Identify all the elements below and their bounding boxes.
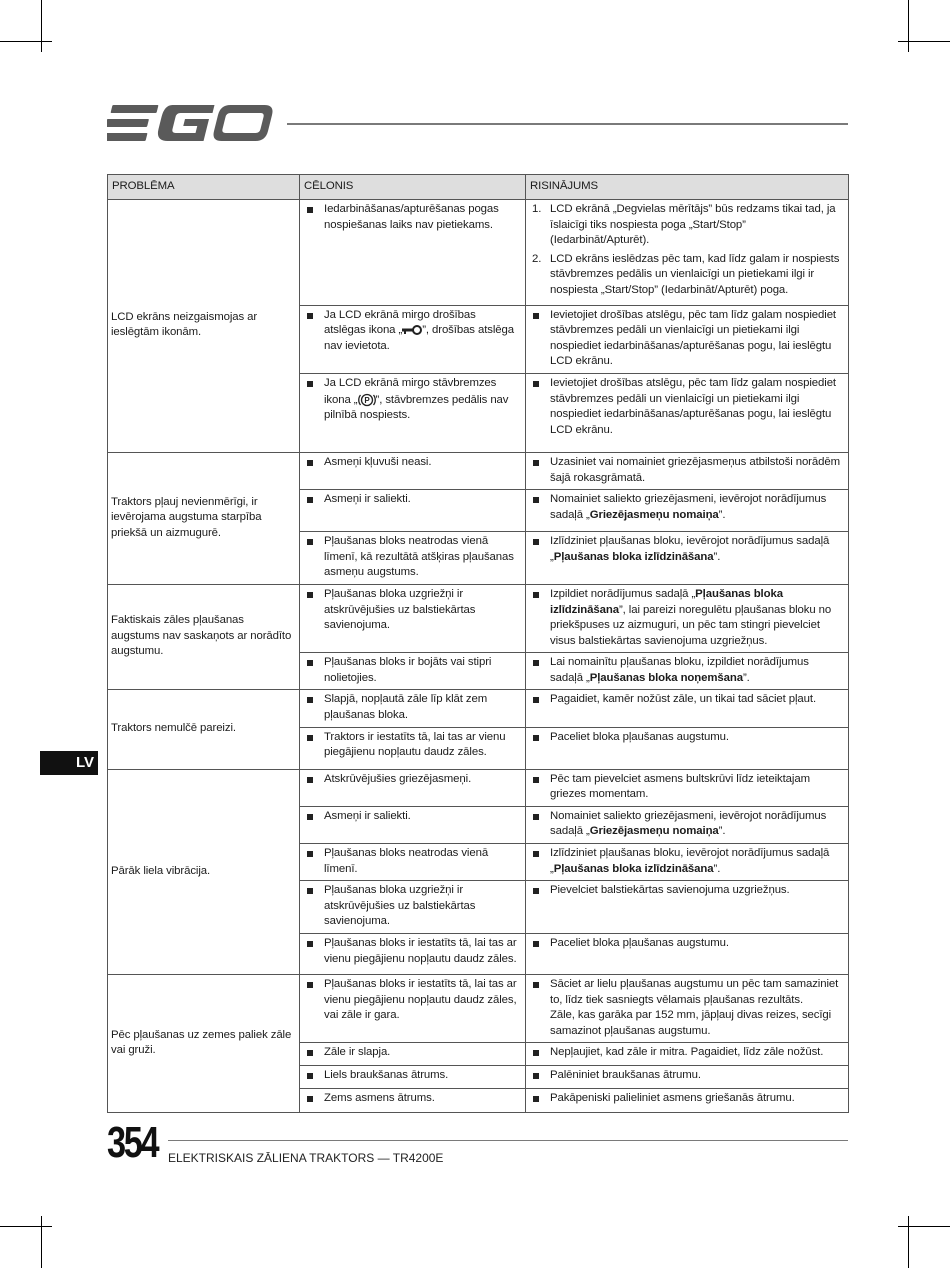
solution-cell bbox=[526, 200, 849, 306]
problem-cell: Faktiskais zāles pļaušanas augstums nav saskaņots ar norādīto augstumu. bbox=[108, 584, 300, 690]
cause-text: Traktors ir iestatīts tā, lai tas ar vienu piegājienu nopļautu daudz zāles. bbox=[306, 730, 519, 761]
cause-text: Pļaušanas bloks neatrodas vienā līmenī. bbox=[306, 846, 519, 877]
solution-text-part: Zāle, kas garāka par 152 mm, jāpļauj divas reizes, secīgi samazinot pļaušanas augstumu. bbox=[550, 1009, 832, 1037]
solution-text bbox=[532, 587, 842, 649]
section-reference: Pļaušanas bloka noņemšana bbox=[589, 671, 743, 684]
crop-mark bbox=[0, 1226, 52, 1227]
parking-brake-icon bbox=[358, 392, 376, 408]
solution-text: Ievietojiet drošības atslēgu, pēc tam līdz galam nospiediet stāvbremzes pedāli un vienlaicīgi un pietiekami ilgi nospiediet iedarbināšanas/apturēšanas pogu, lai ieslēgtu LCD ekrānu. bbox=[532, 376, 842, 438]
header-solution: RISINĀJUMS bbox=[526, 175, 849, 200]
item-text: LCD ekrānā „Degvielas mērītājs” būs redzams tikai tad, ja īslaicīgi tiks nospiesta poga „Start/Stop” (Iedarbināt/Apturēt). bbox=[550, 203, 836, 247]
solution-text bbox=[532, 977, 842, 1039]
solution-text: Palēniniet braukšanas ātrumu. bbox=[532, 1068, 842, 1084]
solution-cell bbox=[526, 844, 849, 881]
cause-cell bbox=[300, 1043, 526, 1066]
cause-text: Pļaušanas bloks neatrodas vienā līmenī, kā rezultātā atšķiras pļaušanas asmeņu augstums. bbox=[306, 534, 519, 581]
solution-cell bbox=[526, 975, 849, 1043]
solution-cell bbox=[526, 769, 849, 806]
cause-text: Asmeņi ir saliekti. bbox=[306, 492, 519, 508]
crop-mark bbox=[0, 41, 52, 42]
solution-cell bbox=[526, 532, 849, 585]
cause-cell bbox=[300, 1066, 526, 1089]
cause-cell bbox=[300, 532, 526, 585]
page-number: 354 bbox=[107, 1118, 158, 1167]
problem-cell: Traktors nemulčē pareizi. bbox=[108, 690, 300, 769]
item-number: 1. bbox=[532, 203, 542, 215]
troubleshooting-table bbox=[107, 174, 849, 1113]
item-text: LCD ekrāns ieslēdzas pēc tam, kad līdz galam ir nospiests stāvbremzes pedālis un vienlaicīgi un pietiekami ilgi ir nospiesta „Start/Stop” (Iedarbināt/Apturēt) poga. bbox=[550, 252, 840, 296]
language-tab: LV bbox=[40, 751, 98, 775]
cause-cell bbox=[300, 452, 526, 489]
cause-text: Pļaušanas bloks ir bojāts vai stipri nolietojies. bbox=[306, 655, 519, 686]
header-problem: PROBLĒMA bbox=[108, 175, 300, 200]
cause-text-part: ”, drošības atslēga nav ievietota. bbox=[324, 324, 514, 352]
problem-cell: Pārāk liela vibrācija. bbox=[108, 769, 300, 974]
solution-cell bbox=[526, 373, 849, 452]
solution-text-part: ”. bbox=[713, 862, 721, 875]
cause-text: Liels braukšanas ātrums. bbox=[306, 1068, 519, 1084]
section-reference: Griezējasmeņu nomaiņa bbox=[589, 508, 719, 521]
solution-cell bbox=[526, 452, 849, 489]
solution-cell bbox=[526, 584, 849, 652]
solution-cell bbox=[526, 1066, 849, 1089]
cause-cell bbox=[300, 806, 526, 843]
section-reference: Pļaušanas bloka izlīdzināšana bbox=[553, 862, 714, 875]
solution-text: Ievietojiet drošības atslēgu, pēc tam līdz galam nospiediet stāvbremzes pedāli un vienlaicīgi un pietiekami ilgi nospiediet iedarbināšanas/apturēšanas pogu, lai ieslēgtu LCD ekrānu. bbox=[532, 308, 842, 370]
table-row bbox=[108, 769, 849, 806]
solution-text-part: Nomainiet saliekto griezējasmeni, ievērojot norādījumus sadaļā „ bbox=[550, 809, 827, 838]
solution-text bbox=[532, 492, 842, 523]
solution-text bbox=[532, 846, 842, 877]
cause-text: Pļaušanas bloks ir iestatīts tā, lai tas ar vienu piegājienu nopļautu daudz zāles. bbox=[306, 936, 519, 967]
solution-cell bbox=[526, 1043, 849, 1066]
cause-cell bbox=[300, 727, 526, 769]
cause-cell bbox=[300, 490, 526, 532]
crop-mark bbox=[898, 41, 950, 42]
cause-text: Zāle ir slapja. bbox=[306, 1045, 519, 1061]
table-row bbox=[108, 452, 849, 489]
solution-cell bbox=[526, 653, 849, 690]
solution-text-part: Nomainiet saliekto griezējasmeni, ievērojot norādījumus sadaļā „ bbox=[550, 493, 827, 521]
solution-text: Paceliet bloka pļaušanas augstumu. bbox=[532, 936, 842, 952]
cause-cell bbox=[300, 373, 526, 452]
footer-title: ELEKTRISKAIS ZĀLIENA TRAKTORS — TR4200E bbox=[168, 1151, 444, 1165]
solution-text: Pēc tam pievelciet asmens bultskrūvi līdz ieteiktajam griezes momentam. bbox=[532, 772, 842, 803]
footer-rule bbox=[168, 1140, 848, 1141]
solution-text-part: ”, lai pareizi noregulētu pļaušanas bloku no priekšpuses uz aizmuguri, un pēc tam stingri pievelciet visus balstiekārtas savienojuma uzgriežņus. bbox=[550, 603, 832, 647]
section-reference: Pļaušanas bloka izlīdzināšana bbox=[553, 550, 714, 563]
key-icon bbox=[402, 325, 422, 335]
solution-text-part: Izlīdziniet pļaušanas bloku, ievērojot norādījumus sadaļā „ bbox=[550, 847, 830, 875]
section-reference: Pļaušanas bloka izlīdzināšana bbox=[550, 587, 783, 616]
cause-text: Pļaušanas bloka uzgriežņi ir atskrūvējušies uz balstiekārtas savienojuma. bbox=[306, 883, 519, 930]
solution-text bbox=[532, 655, 842, 686]
crop-mark bbox=[908, 0, 909, 52]
numbered-item bbox=[532, 202, 842, 249]
cause-cell bbox=[300, 975, 526, 1043]
item-number: 2. bbox=[532, 252, 542, 265]
header-rule bbox=[287, 123, 848, 125]
solution-text: Paceliet bloka pļaušanas augstumu. bbox=[532, 730, 842, 746]
cause-text: Slapjā, nopļautā zāle līp klāt zem pļaušanas bloka. bbox=[306, 692, 519, 723]
cause-text: Pļaušanas bloka uzgriežņi ir atskrūvējušies uz balstiekārtas savienojuma. bbox=[306, 587, 519, 634]
cause-text: Iedarbināšanas/apturēšanas pogas nospiešanas laiks nav pietiekams. bbox=[306, 202, 519, 233]
cause-cell bbox=[300, 769, 526, 806]
table-header-row bbox=[108, 175, 849, 200]
cause-cell bbox=[300, 690, 526, 727]
table-row bbox=[108, 690, 849, 727]
crop-mark bbox=[898, 1226, 950, 1227]
solution-cell bbox=[526, 305, 849, 373]
solution-text: Uzasiniet vai nomainiet griezējasmeņus atbilstoši norādēm šajā rokasgrāmatā. bbox=[532, 455, 842, 486]
ego-logo bbox=[107, 103, 277, 143]
solution-text-part: Lai nomainītu pļaušanas bloku, izpildiet norādījumus sadaļā „ bbox=[550, 656, 809, 684]
cause-text: Pļaušanas bloks ir iestatīts tā, lai tas ar vienu piegājienu nopļautu daudz zāles, vai zāle ir gara. bbox=[306, 977, 519, 1024]
cause-cell bbox=[300, 881, 526, 934]
crop-mark bbox=[41, 1216, 42, 1268]
section-reference: Griezējasmeņu nomaiņa bbox=[589, 825, 719, 838]
solution-text bbox=[532, 809, 842, 840]
solution-cell bbox=[526, 1089, 849, 1113]
cause-cell bbox=[300, 844, 526, 881]
problem-cell: Traktors pļauj nevienmērīgi, ir ievērojama augstuma starpība priekšā un aizmugurē. bbox=[108, 452, 300, 584]
cause-cell bbox=[300, 200, 526, 306]
solution-cell bbox=[526, 727, 849, 769]
solution-text bbox=[532, 534, 842, 565]
solution-cell bbox=[526, 881, 849, 934]
solution-text-part: ”. bbox=[718, 825, 726, 838]
cause-cell bbox=[300, 934, 526, 975]
cause-text-part: Ja LCD ekrānā mirgo stāvbremzes ikona „ bbox=[324, 376, 497, 406]
solution-text-part: ”. bbox=[713, 550, 721, 563]
solution-cell bbox=[526, 490, 849, 532]
problem-cell: LCD ekrāns neizgaismojas ar ieslēgtām ikonām. bbox=[108, 200, 300, 453]
cause-cell bbox=[300, 1089, 526, 1113]
solution-text: Pagaidiet, kamēr nožūst zāle, un tikai tad sāciet pļaut. bbox=[532, 692, 842, 708]
solution-text-part: ”. bbox=[718, 508, 726, 521]
problem-cell: Pēc pļaušanas uz zemes paliek zāle vai gruži. bbox=[108, 975, 300, 1113]
solution-text-part: Izlīdziniet pļaušanas bloku, ievērojot norādījumus sadaļā „ bbox=[550, 535, 830, 563]
table-row bbox=[108, 584, 849, 652]
solution-cell bbox=[526, 806, 849, 843]
cause-text-part: Ja LCD ekrānā mirgo drošības atslēgas ikona „ bbox=[324, 308, 476, 337]
solution-text-part: Izpildiet norādījumus sadaļā „ bbox=[550, 587, 696, 600]
cause-text: Asmeņi kļuvuši neasi. bbox=[306, 455, 519, 471]
cause-text bbox=[306, 376, 519, 424]
crop-mark bbox=[908, 1216, 909, 1268]
cause-text: Zems asmens ātrums. bbox=[306, 1091, 519, 1107]
cause-text bbox=[306, 308, 519, 355]
cause-cell bbox=[300, 305, 526, 373]
solution-text-part: ”. bbox=[742, 671, 750, 684]
cause-text: Atskrūvējušies griezējasmeņi. bbox=[306, 772, 519, 788]
cause-text: Asmeņi ir saliekti. bbox=[306, 809, 519, 825]
cause-cell bbox=[300, 584, 526, 652]
solution-text: Nepļaujiet, kad zāle ir mitra. Pagaidiet, līdz zāle nožūst. bbox=[532, 1045, 842, 1061]
solution-text: Pievelciet balstiekārtas savienojuma uzgriežņus. bbox=[532, 883, 842, 899]
numbered-item bbox=[532, 252, 842, 299]
solution-text-part: Sāciet ar lielu pļaušanas augstumu un pēc tam samaziniet to, līdz tiek sasniegts vēlamais pļaušanas rezultāts. bbox=[550, 978, 839, 1006]
solution-cell bbox=[526, 934, 849, 975]
table-row bbox=[108, 200, 849, 306]
crop-mark bbox=[41, 0, 42, 52]
solution-text: Pakāpeniski palieliniet asmens griešanās ātrumu. bbox=[532, 1091, 842, 1107]
table-row bbox=[108, 975, 849, 1043]
solution-cell bbox=[526, 690, 849, 727]
svg-text:P: P bbox=[363, 395, 370, 405]
header-cause: CĒLONIS bbox=[300, 175, 526, 200]
cause-text-part: ”, stāvbremzes pedālis nav pilnībā nospiests. bbox=[324, 393, 509, 422]
cause-cell bbox=[300, 653, 526, 690]
